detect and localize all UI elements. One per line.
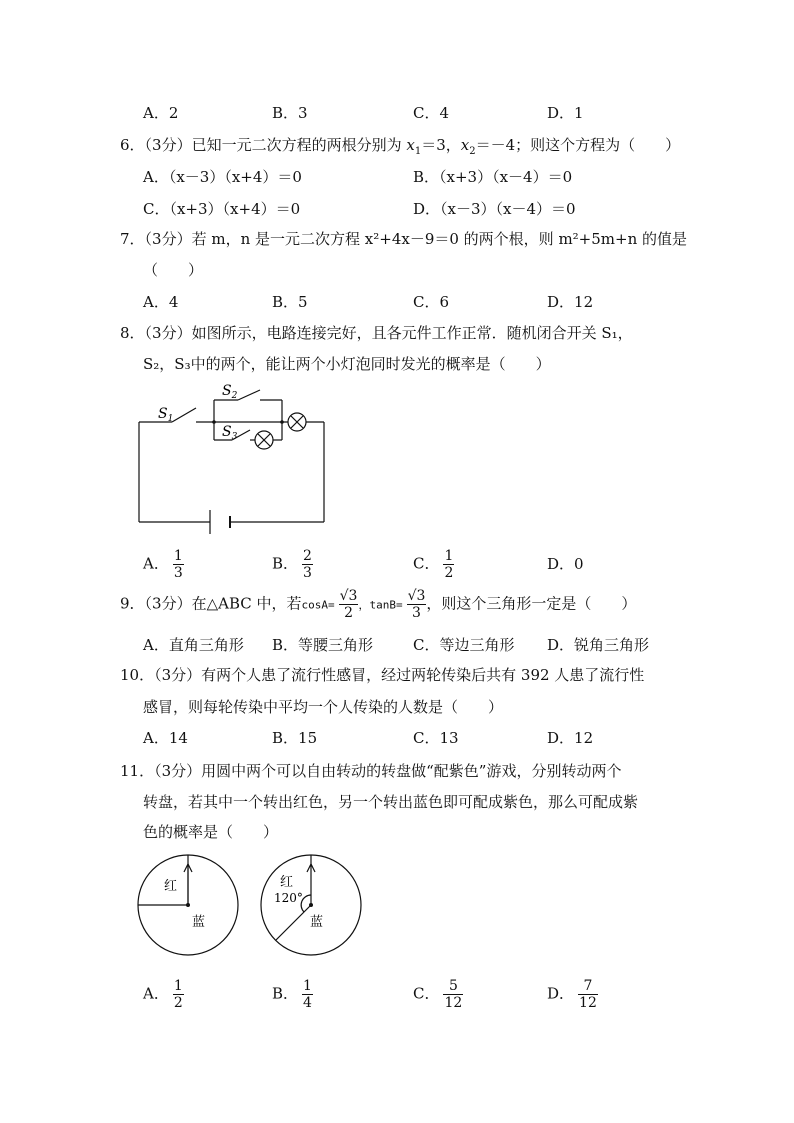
q6-option-b: B．（x+3）（x－4）＝0 bbox=[413, 168, 573, 186]
numerator: 2 bbox=[303, 548, 312, 564]
q5-option-d: D．1 bbox=[547, 104, 584, 122]
numerator: √3 bbox=[339, 588, 358, 604]
q10-option-d: D．12 bbox=[547, 729, 594, 747]
q11-stem-line2: 转盘，若其中一个转出红色，另一个转出蓝色即可配成紫色，那么可配成紫 bbox=[143, 793, 639, 811]
numerator: 1 bbox=[444, 548, 454, 564]
denominator: 4 bbox=[303, 995, 312, 1011]
q11-option-a bbox=[143, 978, 184, 1011]
q11-option-d-fraction bbox=[578, 978, 598, 1011]
q8-option-b-fraction bbox=[302, 548, 313, 581]
q6-x1-value: ＝3， bbox=[421, 136, 461, 154]
q10-option-b: B．15 bbox=[272, 729, 318, 747]
denominator: 3 bbox=[173, 565, 183, 581]
q5-option-b: B．3 bbox=[272, 104, 308, 122]
q7-option-b: B．5 bbox=[272, 293, 308, 311]
q9-stem bbox=[120, 588, 636, 621]
circuit-diagram bbox=[130, 378, 340, 538]
q8-option-c-fraction bbox=[443, 548, 454, 581]
q8-stem-line2: S₂，S₃中的两个，能让两个小灯泡同时发光的概率是（ ） bbox=[143, 355, 551, 373]
q10-stem-line2: 感冒，则每轮传染中平均一个人传染的人数是（ ） bbox=[143, 698, 504, 716]
q10-option-c: C．13 bbox=[413, 729, 459, 747]
denominator: 3 bbox=[412, 605, 421, 621]
q9-cos-fraction bbox=[339, 588, 359, 621]
q8-option-d: D．0 bbox=[547, 555, 584, 573]
q7-option-a: A．4 bbox=[143, 293, 179, 311]
spinner2-blue-label: 蓝 bbox=[310, 915, 324, 930]
q11-option-d-label: D． bbox=[547, 984, 575, 1003]
numerator: 1 bbox=[303, 978, 312, 994]
q11-option-a-fraction bbox=[173, 978, 184, 1011]
q6-option-d: D．（x－3）（x－4）＝0 bbox=[413, 200, 576, 218]
q9-option-a: A．直角三角形 bbox=[143, 636, 244, 654]
q8-option-b bbox=[272, 548, 313, 581]
q6-option-c: C．（x+3）（x+4）＝0 bbox=[143, 200, 301, 218]
numerator: 5 bbox=[443, 978, 463, 995]
q8-option-c bbox=[413, 548, 454, 581]
label-s2: $S_2$ bbox=[222, 383, 238, 401]
spinner2-angle-label: 120° bbox=[274, 891, 303, 905]
q7-stem-line2: （ ） bbox=[143, 261, 204, 279]
q6-x2-sub: 2 bbox=[469, 146, 476, 157]
q11-option-b bbox=[272, 978, 313, 1011]
q6-option-a: A．（x－3）（x+4）＝0 bbox=[143, 168, 302, 186]
numerator: 1 bbox=[173, 548, 183, 564]
q6-x1-sub: 1 bbox=[414, 146, 422, 157]
q5-option-a: A．2 bbox=[143, 104, 179, 122]
q9-option-b: B．等腰三角形 bbox=[272, 636, 374, 654]
denominator: 3 bbox=[303, 565, 312, 581]
q11-stem-line1: 11．（3分）用圆中两个可以自由转动的转盘做“配紫色”游戏，分别转动两个 bbox=[120, 762, 622, 780]
spinner1-blue-label: 蓝 bbox=[192, 915, 206, 930]
spinner1-red-label: 红 bbox=[164, 879, 178, 894]
q8-option-a-fraction bbox=[173, 548, 184, 581]
q8-option-c-label: C． bbox=[413, 554, 440, 573]
denominator: 2 bbox=[173, 995, 183, 1011]
q9-stem-pre: 9．（3分）在△ABC 中，若 bbox=[120, 594, 302, 613]
q8-stem-line1: 8．（3分）如图所示，电路连接完好，且各元件工作正常．随机闭合开关 S₁， bbox=[120, 324, 633, 342]
q11-stem-line3: 色的概率是（ ） bbox=[143, 823, 279, 841]
numerator: √3 bbox=[407, 588, 426, 604]
q9-cos-label: cosA= bbox=[301, 598, 335, 612]
spinner2-red-label: 红 bbox=[280, 875, 294, 890]
q6-x2-value: ＝－4；则这个方程为（ ） bbox=[475, 136, 681, 154]
numerator: 7 bbox=[578, 978, 598, 995]
q8-option-a bbox=[143, 548, 184, 581]
denominator: 12 bbox=[444, 995, 463, 1011]
q6-x2: x bbox=[460, 136, 470, 154]
q9-option-d: D．锐角三角形 bbox=[547, 636, 650, 654]
label-s1: $S_1$ bbox=[158, 406, 174, 424]
q6-x1: x bbox=[406, 136, 415, 154]
q10-stem-line1: 10．（3分）有两个人患了流行性感冒，经过两轮传染后共有 392 人患了流行性 bbox=[120, 666, 645, 684]
q11-option-c bbox=[413, 978, 463, 1011]
q9-option-c: C．等边三角形 bbox=[413, 636, 515, 654]
q6-stem-text: 6．（3分）已知一元二次方程的两根分别为 bbox=[120, 136, 407, 154]
q10-option-a: A．14 bbox=[143, 729, 188, 747]
q11-option-c-label: C． bbox=[413, 984, 440, 1003]
q7-option-c: C．6 bbox=[413, 293, 450, 311]
q9-tan-fraction bbox=[407, 588, 427, 621]
q7-option-d: D．12 bbox=[547, 293, 594, 311]
numerator: 1 bbox=[173, 978, 183, 994]
q6-stem bbox=[120, 134, 680, 157]
q5-option-c: C．4 bbox=[413, 104, 450, 122]
q11-option-d bbox=[547, 978, 598, 1011]
q11-option-c-fraction bbox=[443, 978, 463, 1011]
q8-option-a-label: A． bbox=[143, 554, 169, 573]
q7-stem-line1: 7．（3分）若 m，n 是一元二次方程 x²+4x－9＝0 的两个根，则 m²+5m+n 的值是 bbox=[120, 230, 688, 248]
q9-tan-label: ，tanB= bbox=[358, 598, 403, 612]
q8-option-b-label: B． bbox=[272, 554, 299, 573]
label-s3: $S_3$ bbox=[222, 424, 238, 442]
q11-option-a-label: A． bbox=[143, 984, 169, 1003]
q9-stem-post: ，则这个三角形一定是（ ） bbox=[426, 594, 637, 613]
denominator: 12 bbox=[579, 995, 597, 1011]
q11-option-b-label: B． bbox=[272, 984, 299, 1003]
denominator: 2 bbox=[444, 565, 454, 581]
q11-option-b-fraction bbox=[302, 978, 313, 1011]
denominator: 2 bbox=[344, 605, 354, 621]
spinner-diagram bbox=[130, 848, 370, 960]
